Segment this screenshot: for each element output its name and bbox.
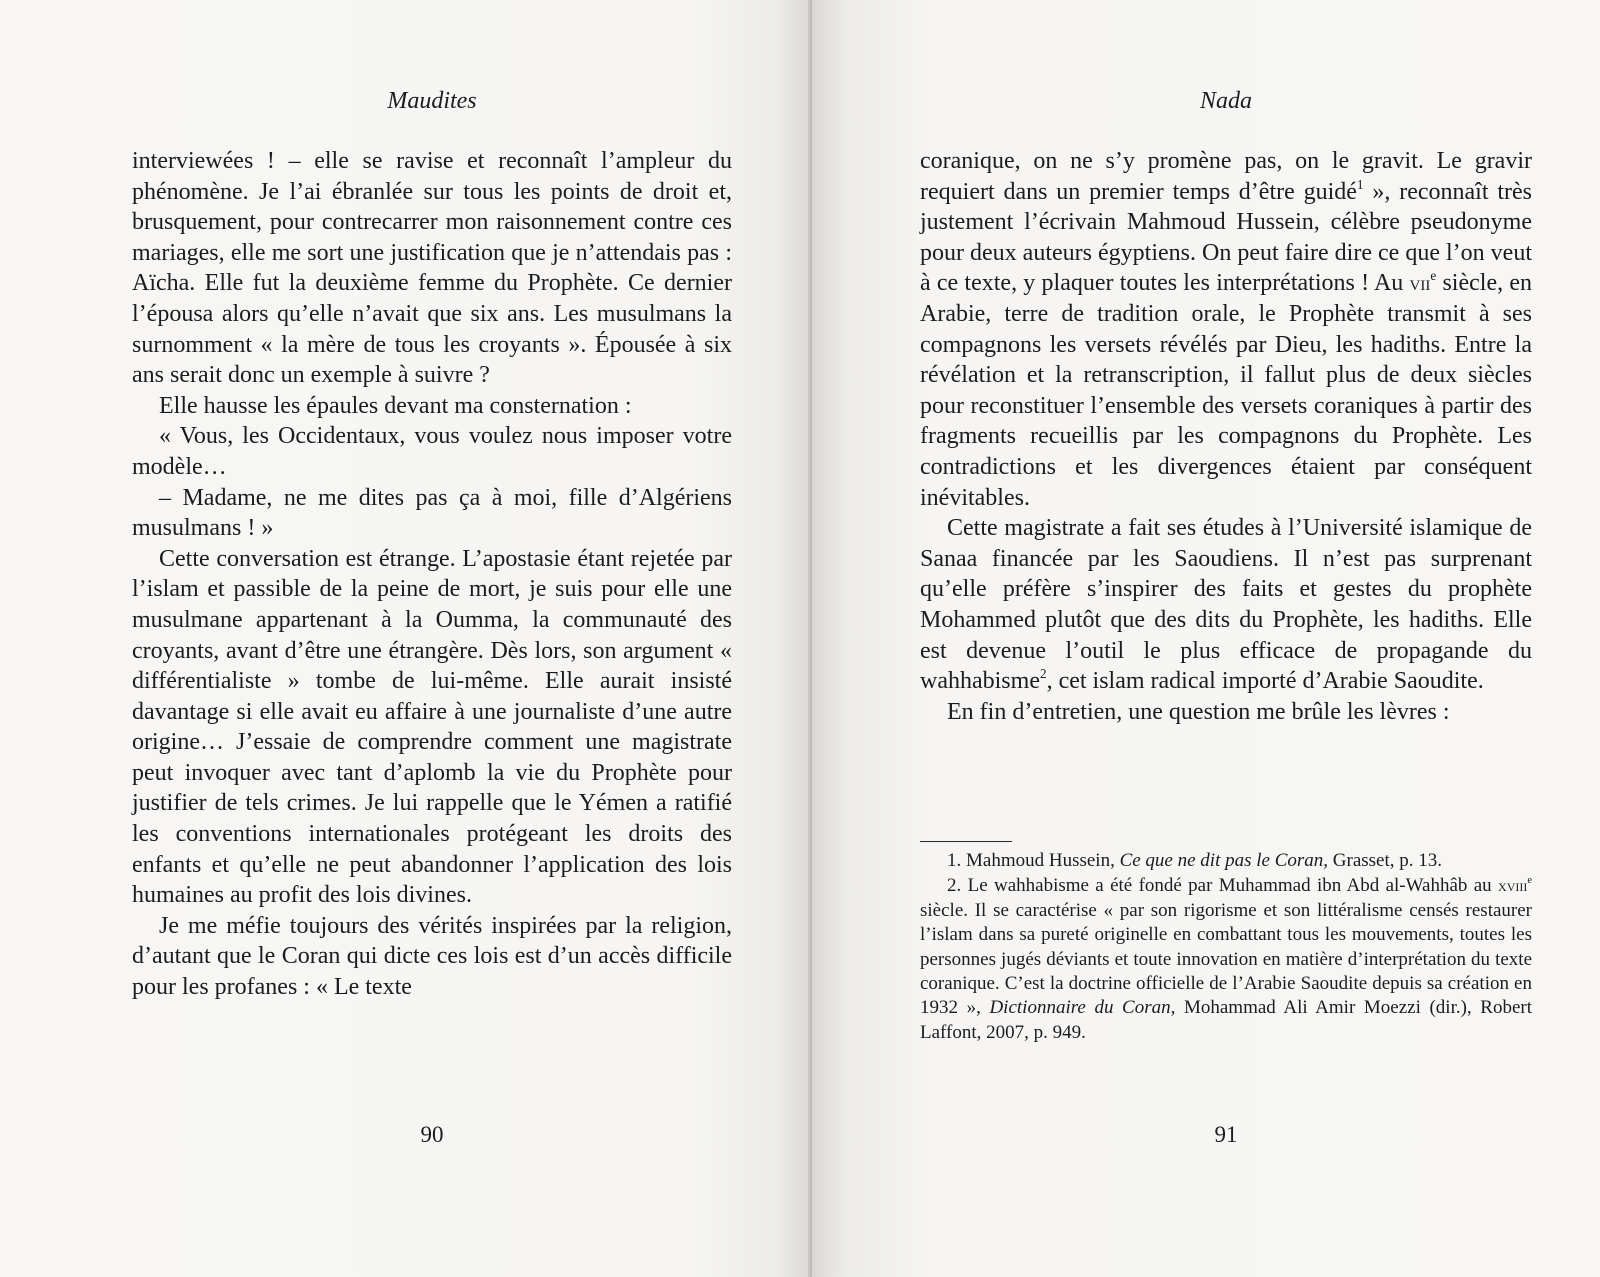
- footnote-ref-1: 1: [1356, 176, 1364, 192]
- left-page-body: [132, 146, 732, 1003]
- paragraph: Elle hausse les épaules devant ma consternation :: [159, 392, 632, 419]
- paragraph: interviewées ! – elle se ravise et reconnaît l’ampleur du phénomène. Je l’ai ébranlée sur tous les points de droit et, brusquement, pour contrecarrer mon raisonnement contre ces mariages, elle me sort une justification que je n’attendais pas : Aïcha. Elle fut la deuxième femme du Prophète. Ce dernier l’épousa alors qu’elle n’avait que six ans. Les musulmans la surnomment « la mère de tous les croyants ». Épousée à six ans serait donc un exemple à suivre ?: [132, 148, 732, 389]
- footnotes: [920, 849, 1532, 1045]
- paragraph: « Vous, les Occidentaux, vous voulez nous imposer votre modèle…: [132, 423, 732, 480]
- footnote-2: 2. Le wahhabisme a été fondé par Muhammad ibn Abd al-Wahhâb au xviii$^e$ siècle. Il se caractérise « par son rigorisme et son littéralisme censés restaurer l’islam dans sa pureté originelle en combattant tous les mouvements, toutes les personnes jugés déviants et toute innovation en matière d’interprétation du texte coranique. C’est la doctrine officielle de l’Arabie Saoudite depuis sa création en 1932 », Dictionnaire du Coran, Mohammad Ali Amir Moezzi (dir.), Robert Laffont, 2007, p. 949.: [920, 875, 1532, 1043]
- page-number-left: 90: [420, 1122, 444, 1147]
- century-numeral: vii: [1409, 270, 1431, 296]
- running-head-right: Nada: [1199, 88, 1252, 114]
- paragraph: coranique, on ne s’y promène pas, on le gravit. Le gravir requiert dans un premier temps d’être guidé$^1$ », reconnaît très justement l’écrivain Mahmoud Hussein, célèbre pseudonyme pour deux auteurs égyptiens. On peut faire dire ce que l’on veut à ce texte, y plaquer toutes les interprétations ! Au vii$^e$ siècle, en Arabie, terre de tradition orale, le Prophète transmit à ses compagnons les versets révélés par Dieu, les hadiths. Entre la révélation et la retranscription, il fallut plus de deux siècles pour reconstituer l’ensemble des versets coraniques à partir des fragments recueillis par les compagnons du Prophète. Les contradictions et les divergences étaient par conséquent inévitables.: [920, 148, 1532, 511]
- footnote-1: 1. Mahmoud Hussein, Ce que ne dit pas le Coran, Grasset, p. 13.: [947, 850, 1443, 871]
- paragraph: Je me méfie toujours des vérités inspirées par la religion, d’autant que le Coran qui dicte ces lois est d’un accès difficile pour les profanes : « Le texte: [132, 912, 732, 1001]
- page-number-right: 91: [1214, 1122, 1238, 1147]
- paragraph: Cette magistrate a fait ses études à l’Université islamique de Sanaa financée par les Saoudiens. Il n’est pas surprenant qu’elle préfère s’inspirer des faits et gestes du prophète Mohammed plutôt que des dits du Prophète, les hadiths. Elle est devenue l’outil le plus efficace de propagande du wahhabisme$^2$, cet islam radical importé d’Arabie Saoudite.: [920, 515, 1532, 695]
- paragraph: – Madame, ne me dites pas ça à moi, fille d’Algériens musulmans ! »: [132, 484, 732, 542]
- right-page: [812, 0, 1600, 1277]
- running-head-left: Maudites: [387, 88, 477, 114]
- footnote-ref-2: 2: [1039, 666, 1047, 682]
- paragraph: En fin d’entretien, une question me brûle les lèvres :: [947, 698, 1450, 725]
- footnote-rule: [920, 841, 1012, 842]
- paragraph: Cette conversation est étrange. L’apostasie étant rejetée par l’islam et passible de la peine de mort, je suis pour elle une musulmane appartenant à la Oumma, la communauté des croyants, avant d’être une étrangère. Dès lors, son argument « différentialiste » tombe de lui-même. Elle aurait insisté davantage si elle avait eu affaire à une journaliste d’une autre origine… J’essaie de comprendre comment une magistrate peut invoquer avec tant d’aplomb la vie du Prophète pour justifier de tels crimes. Je lui rappelle que le Yémen a ratifié les conventions internationales protégeant les droits des enfants et qu’elle ne peut abandonner l’application des lois humaines au profit des lois divines.: [132, 545, 732, 909]
- right-page-body: [920, 146, 1532, 727]
